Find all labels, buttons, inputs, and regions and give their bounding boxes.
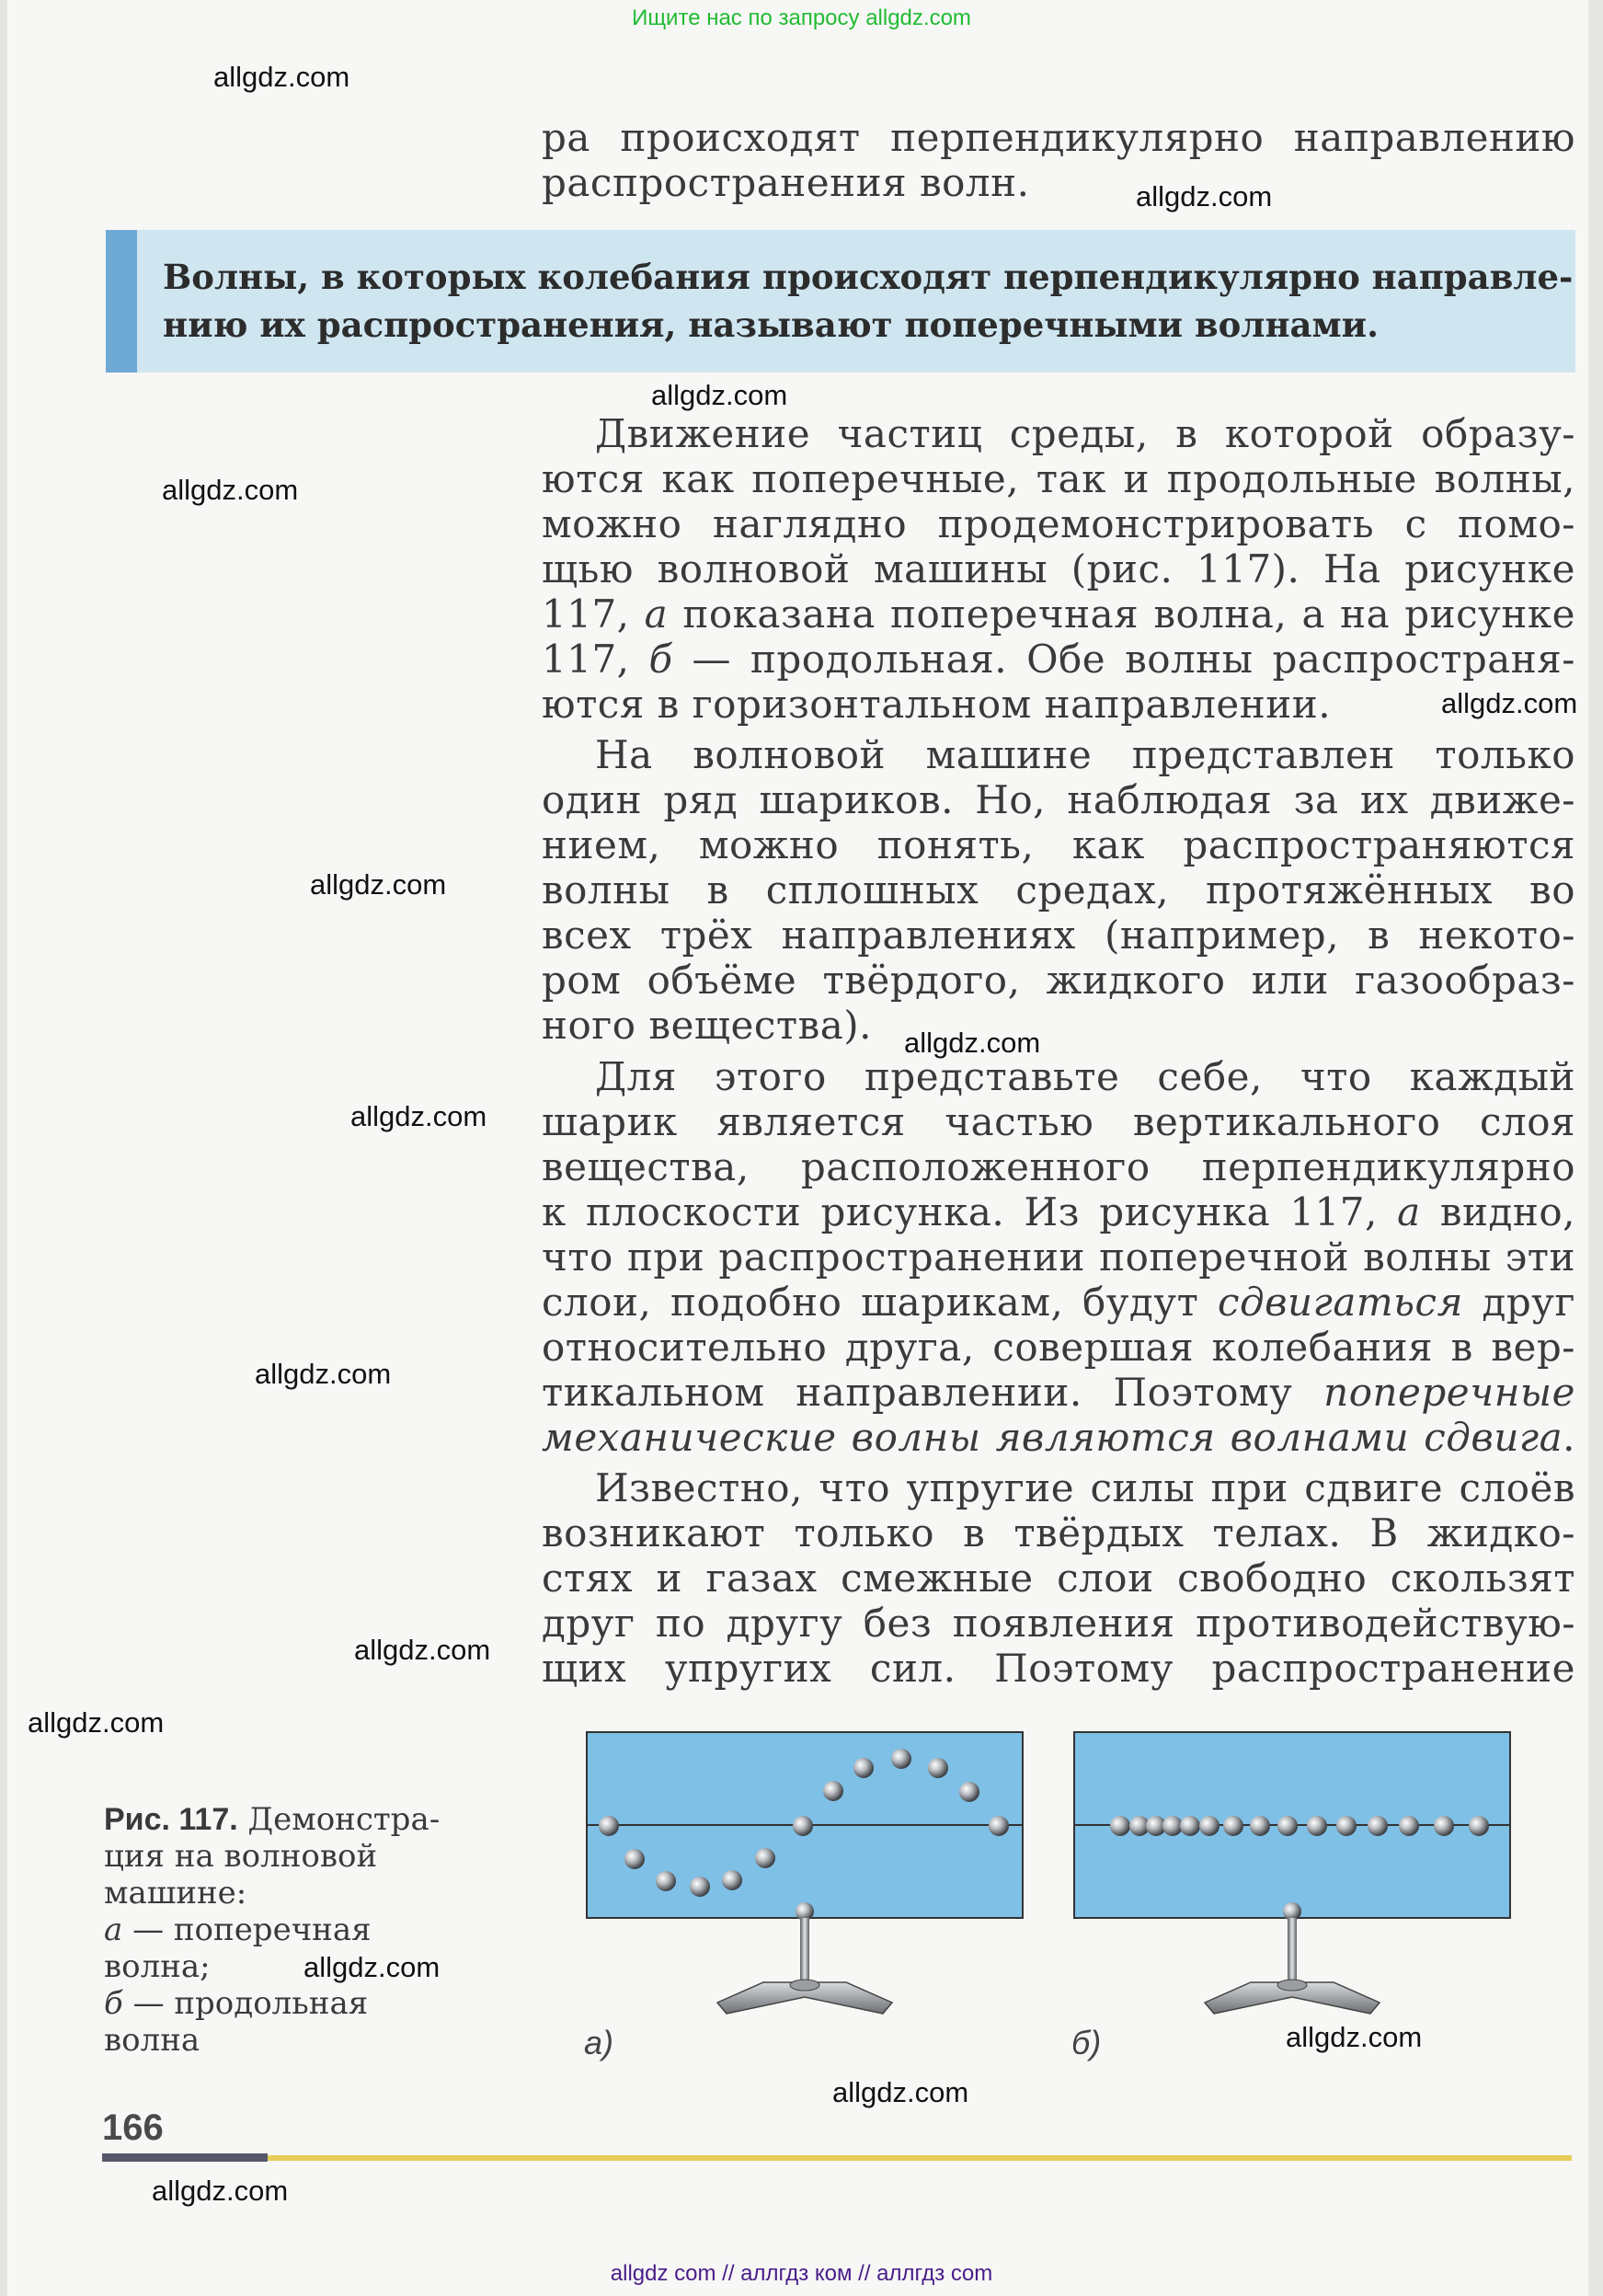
page-number: 166 [102, 2107, 164, 2148]
ball-icon [1223, 1816, 1243, 1836]
definition-line: нию их распространения, называют поперечными волнами. [163, 304, 1379, 345]
watermark: allgdz.com [1136, 180, 1273, 212]
text-line: механические волны являются волнами сдвига. [542, 1415, 1575, 1460]
text-line: ются как поперечные, так и продольные волны, [542, 456, 1575, 501]
ball-icon [1162, 1816, 1183, 1836]
text-line: щью волновой машины (рис. 117). На рисунке [542, 546, 1575, 591]
definition-line: Волны, в которых колебания происходят перпендикулярно направле- [163, 257, 1574, 297]
figure-a-wave-machine [579, 1725, 1030, 2019]
footer-bar-yellow [268, 2155, 1572, 2161]
ball-icon [793, 1816, 813, 1836]
text-line: ются в горизонтальном направлении. [542, 682, 1332, 727]
watermark: allgdz.com [28, 1706, 165, 1739]
ball-icon [989, 1816, 1009, 1836]
ball-icon [1307, 1816, 1327, 1836]
text-line: друг по другу без появления противодействую- [542, 1601, 1575, 1646]
text-line: стях и газах смежные слои свободно скользят [542, 1556, 1575, 1601]
ball-icon [891, 1749, 911, 1769]
text-line: На волновой машине представлен только [595, 732, 1575, 777]
ball-icon [1434, 1816, 1454, 1836]
figure-b-label: б) [1071, 2024, 1102, 2061]
text-line: вещества, расположенного перпендикулярно [542, 1144, 1575, 1189]
watermark: allgdz.com [303, 1951, 441, 1983]
watermark: allgdz.com [152, 2175, 289, 2207]
ball-icon [1336, 1816, 1357, 1836]
figure-caption-line: волна [104, 2022, 200, 2059]
text-line: тикальном направлении. Поэтому поперечные [542, 1370, 1575, 1415]
text-line: 117, а показана поперечная волна, а на рисунке [542, 591, 1575, 637]
text-line: Для этого представьте себе, что каждый [595, 1054, 1575, 1099]
ball-icon [1469, 1816, 1489, 1836]
text-line: что при распространении поперечной волны эти [542, 1234, 1575, 1280]
figure-caption-line: ция на волновой [104, 1838, 378, 1875]
text-line: возникают только в твёрдых телах. В жидко- [542, 1510, 1575, 1556]
top-banner[interactable]: Ищите нас по запросу allgdz.com [632, 6, 971, 30]
ball-icon [959, 1782, 979, 1802]
figure-a-label: а) [584, 2024, 614, 2061]
watermark: allgdz.com [350, 1100, 487, 1132]
text-line: всех трёх направлениях (например, в некото- [542, 913, 1575, 958]
ball-icon [1399, 1816, 1419, 1836]
watermark: allgdz.com [651, 379, 788, 411]
ball-icon [853, 1758, 874, 1778]
watermark: allgdz.com [310, 868, 447, 901]
figure-caption-line: волна; [104, 1948, 211, 1985]
ball-icon [1368, 1816, 1388, 1836]
bottom-banner[interactable]: allgdz com // аллгдз ком // аллгдз com [610, 2261, 993, 2286]
page-edge-left [0, 0, 7, 2296]
ball-icon [1250, 1816, 1270, 1836]
ball-icon [1180, 1816, 1200, 1836]
text-line: ра происходят перпендикулярно направлению [542, 115, 1575, 160]
figure-caption-line: машине: [104, 1875, 247, 1911]
figure-b-wave-machine [1067, 1725, 1517, 2019]
text-line: щих упругих сил. Поэтому распространение [542, 1646, 1575, 1691]
figure-caption-line: б — продольная [104, 1985, 369, 2022]
ball-icon [755, 1848, 775, 1868]
ball-icon [928, 1758, 948, 1778]
ball-icon [1110, 1816, 1130, 1836]
text-line: к плоскости рисунка. Из рисунка 117, а видно, [542, 1189, 1575, 1234]
ball-icon [624, 1849, 645, 1869]
text-line: ного вещества). [542, 1003, 873, 1048]
ball-icon [722, 1870, 742, 1890]
text-line: Известно, что упругие силы при сдвиге слоёв [595, 1465, 1575, 1510]
text-line: можно наглядно продемонстрировать с помо- [542, 501, 1575, 546]
text-line: относительно друга, совершая колебания в вер- [542, 1325, 1575, 1370]
watermark: allgdz.com [904, 1027, 1041, 1059]
ball-icon [1199, 1816, 1219, 1836]
ball-icon [690, 1877, 710, 1897]
watermark: allgdz.com [255, 1358, 392, 1390]
ball-icon [823, 1781, 843, 1801]
figure-caption-line: Рис. 117. Демонстра- [104, 1801, 441, 1838]
text-line: нием, можно понять, как распространяются [542, 822, 1575, 867]
page-edge-right [1588, 0, 1603, 2296]
text-line: 117, б — продольная. Обе волны распространя- [542, 637, 1575, 682]
text-line: распространения волн. [542, 160, 1030, 205]
watermark: allgdz.com [354, 1634, 491, 1666]
watermark: allgdz.com [1286, 2021, 1423, 2053]
ball-icon [1277, 1816, 1298, 1836]
text-line: Движение частиц среды, в которой образу- [595, 411, 1575, 456]
text-line: ром объёме твёрдого, жидкого или газообраз- [542, 958, 1575, 1003]
definition-box [106, 230, 1575, 373]
watermark: allgdz.com [162, 474, 299, 506]
watermark: allgdz.com [1441, 687, 1578, 719]
text-line: волны в сплошных средах, протяжённых во [542, 867, 1575, 913]
footer-bar-dark [102, 2153, 268, 2162]
ball-icon [599, 1816, 619, 1836]
figure-caption-line: а — поперечная [104, 1911, 372, 1948]
text-line: один ряд шариков. Но, наблюдая за их движе- [542, 777, 1575, 822]
watermark: allgdz.com [213, 61, 350, 93]
text-line: шарик является частью вертикального слоя [542, 1099, 1575, 1144]
definition-accent-bar [106, 230, 137, 373]
text-line: слои, подобно шарикам, будут сдвигаться друг [542, 1280, 1575, 1325]
watermark: allgdz.com [832, 2076, 969, 2108]
ball-icon [656, 1871, 676, 1891]
